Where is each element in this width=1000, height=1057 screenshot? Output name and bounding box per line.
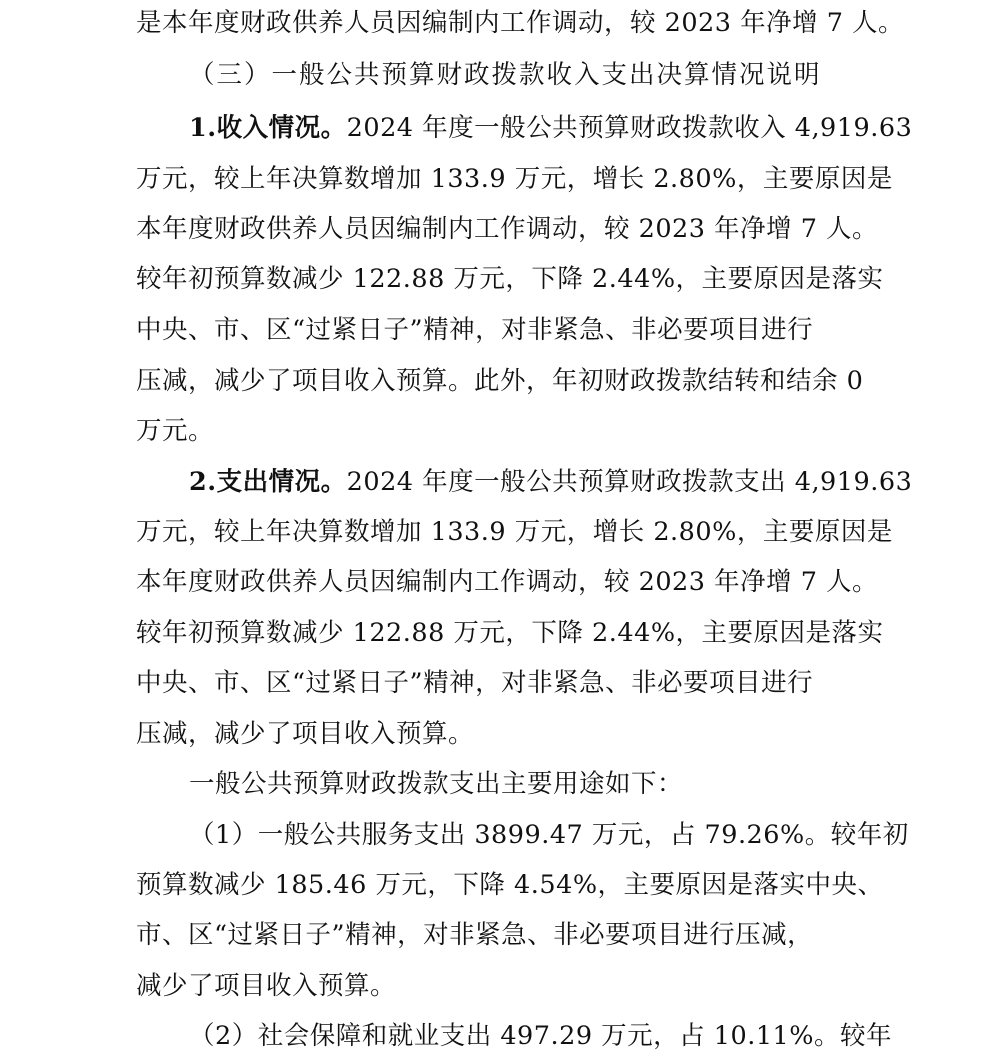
paragraph-line: 万元，较上年决算数增加 133.9 万元，增长 2.80%，主要原因是	[136, 164, 893, 194]
paragraph-line: 本年度财政供养人员因编制内工作调动，较 2023 年净增 7 人。	[136, 214, 879, 244]
paragraph-line: 中央、市、区“过紧日子”精神，对非紧急、非必要项目进行	[136, 668, 814, 698]
expense-text: 2024 年度一般公共预算财政拨款支出 4,919.63	[346, 467, 913, 497]
item-2-first-line: （2）社会保障和就业支出 497.29 万元，占 10.11%。较年	[189, 1021, 892, 1051]
paragraph-line: 中央、市、区“过紧日子”精神，对非紧急、非必要项目进行	[136, 315, 814, 345]
income-text: 2024 年度一般公共预算财政拨款收入 4,919.63	[346, 113, 913, 143]
paragraph-line: 是本年度财政供养人员因编制内工作调动，较 2023 年净增 7 人。	[136, 8, 905, 38]
paragraph-line: 压减，减少了项目收入预算。	[136, 719, 475, 749]
paragraph-line: 万元，较上年决算数增加 133.9 万元，增长 2.80%，主要原因是	[136, 517, 893, 547]
expense-paragraph-first-line	[189, 465, 913, 499]
usage-intro: 一般公共预算财政拨款支出主要用途如下：	[189, 769, 684, 799]
income-paragraph-first-line	[189, 111, 913, 145]
expense-label: 2.支出情况。	[189, 467, 347, 497]
paragraph-line: 减少了项目收入预算。	[136, 971, 397, 1001]
income-label: 1.收入情况。	[189, 113, 347, 143]
paragraph-line: 市、区“过紧日子”精神，对非紧急、非必要项目进行压减，	[136, 920, 814, 950]
paragraph-line: 较年初预算数减少 122.88 万元，下降 2.44%，主要原因是落实	[136, 618, 884, 648]
paragraph-line: 预算数减少 185.46 万元，下降 4.54%，主要原因是落实中央、	[136, 870, 884, 900]
item-1-first-line: （1）一般公共服务支出 3899.47 万元，占 79.26%。较年初	[189, 820, 909, 850]
paragraph-line: 万元。	[136, 416, 215, 446]
section-heading: （三）一般公共预算财政拨款收入支出决算情况说明	[189, 60, 822, 90]
paragraph-line: 较年初预算数减少 122.88 万元，下降 2.44%，主要原因是落实	[136, 264, 884, 294]
paragraph-line: 压减，减少了项目收入预算。此外，年初财政拨款结转和结余 0	[136, 366, 864, 396]
paragraph-line: 本年度财政供养人员因编制内工作调动，较 2023 年净增 7 人。	[136, 567, 879, 597]
